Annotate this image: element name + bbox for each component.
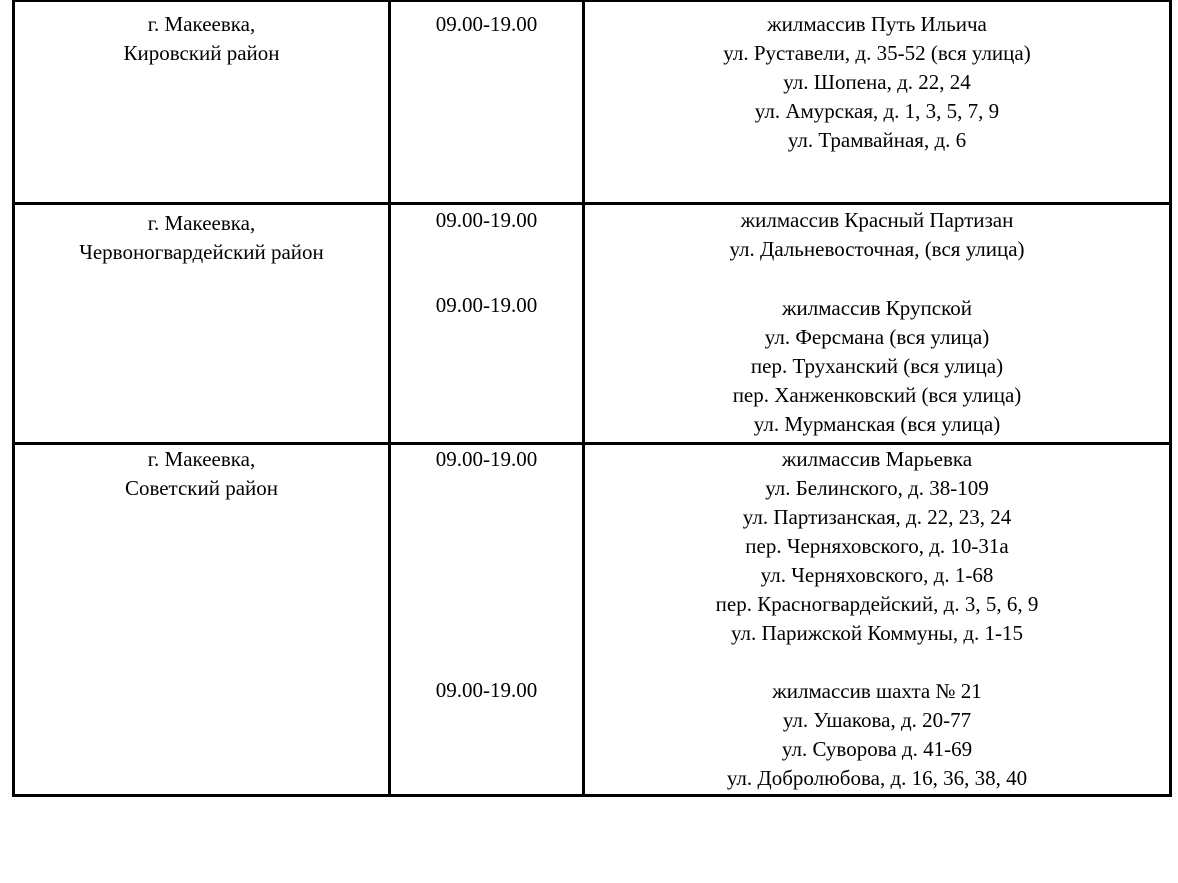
time-cell bbox=[391, 445, 582, 705]
address-line: жилмассив шахта № 21 bbox=[772, 679, 982, 703]
time-cell bbox=[391, 10, 582, 39]
table-border-right bbox=[1169, 0, 1172, 797]
address-line: ул. Шопена, д. 22, 24 bbox=[783, 70, 971, 94]
address-line: ул. Трамвайная, д. 6 bbox=[787, 128, 967, 152]
address-line: ул. Добролюбова, д. 16, 36, 38, 40 bbox=[726, 766, 1028, 790]
address-line: ул. Амурская, д. 1, 3, 5, 7, 9 bbox=[754, 99, 1000, 123]
city-label: г. Макеевка, bbox=[147, 447, 256, 471]
table-row bbox=[12, 205, 1172, 445]
address-line: ул. Ушакова, д. 20-77 bbox=[782, 708, 972, 732]
table-border-left bbox=[12, 0, 15, 797]
address-line: жилмассив Крупской bbox=[782, 296, 972, 320]
time-value: 09.00-19.00 bbox=[435, 293, 538, 317]
address-line: ул. Ферсмана (вся улица) bbox=[764, 325, 990, 349]
address-line: жилмассив Путь Ильича bbox=[767, 12, 987, 36]
address-line: ул. Белинского, д. 38-109 bbox=[765, 476, 989, 500]
address-line: пер. Черняховского, д. 10-31а bbox=[745, 534, 1009, 558]
district-label: Кировский район bbox=[123, 41, 280, 65]
address-cell bbox=[585, 10, 1169, 155]
address-line: ул. Руставели, д. 35-52 (вся улица) bbox=[723, 41, 1031, 65]
address-line: пер. Красногвардейский, д. 3, 5, 6, 9 bbox=[715, 592, 1039, 616]
location-cell bbox=[15, 445, 388, 503]
city-label: г. Макеевка, bbox=[147, 12, 256, 36]
table-row bbox=[12, 0, 1172, 205]
address-line: жилмассив Красный Партизан bbox=[740, 208, 1014, 232]
time-cell bbox=[391, 206, 582, 320]
district-label: Червоногвардейский район bbox=[79, 240, 324, 264]
district-label: Советский район bbox=[124, 476, 279, 500]
column-divider bbox=[388, 0, 391, 797]
column-divider bbox=[582, 0, 585, 797]
address-line: ул. Суворова д. 41-69 bbox=[781, 737, 973, 761]
schedule-table bbox=[12, 0, 1172, 797]
address-line: пер. Ханженковский (вся улица) bbox=[732, 383, 1022, 407]
location-cell bbox=[15, 10, 388, 68]
address-line: ул. Парижской Коммуны, д. 1-15 bbox=[730, 621, 1024, 645]
address-line: ул. Черняховского, д. 1-68 bbox=[760, 563, 994, 587]
address-line: пер. Труханский (вся улица) bbox=[750, 354, 1004, 378]
time-value: 09.00-19.00 bbox=[435, 12, 538, 36]
address-line: жилмассив Марьевка bbox=[781, 447, 973, 471]
address-cell bbox=[585, 445, 1169, 793]
address-line: ул. Дальневосточная, (вся улица) bbox=[729, 237, 1025, 261]
location-cell bbox=[15, 209, 388, 267]
address-cell bbox=[585, 206, 1169, 439]
table-row bbox=[12, 444, 1172, 797]
city-label: г. Макеевка, bbox=[147, 211, 256, 235]
time-value: 09.00-19.00 bbox=[435, 678, 538, 702]
time-value: 09.00-19.00 bbox=[435, 447, 538, 471]
address-line: ул. Партизанская, д. 22, 23, 24 bbox=[742, 505, 1012, 529]
address-line: ул. Мурманская (вся улица) bbox=[753, 412, 1001, 436]
time-value: 09.00-19.00 bbox=[435, 208, 538, 232]
